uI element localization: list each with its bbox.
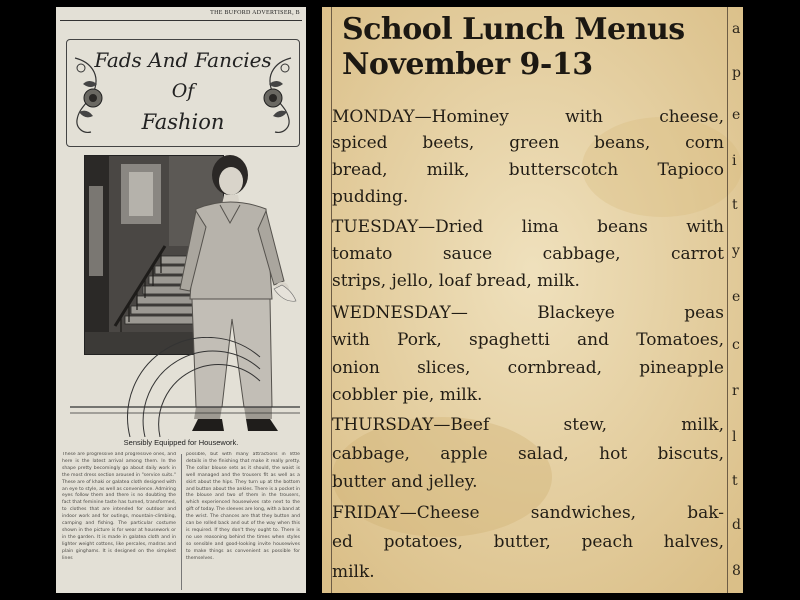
menu-line: butter and jelley. bbox=[332, 472, 478, 492]
menu-line: FRIDAY—Cheese sandwiches, bak- bbox=[332, 503, 724, 523]
menu-line: onion slices, cornbread, pineapple bbox=[332, 358, 724, 378]
edge-letter: e bbox=[732, 289, 741, 305]
decorative-arcs-icon bbox=[70, 337, 300, 437]
menu-line: TUESDAY—Dried lima beans with bbox=[332, 217, 724, 237]
menu-line: milk. bbox=[332, 562, 375, 582]
edge-letter: 8 bbox=[732, 563, 741, 579]
fashion-clipping bbox=[56, 7, 306, 593]
edge-letter: r bbox=[732, 383, 739, 399]
menu-line: cabbage, apple salad, hot biscuts, bbox=[332, 444, 724, 464]
title-line-2: Of bbox=[171, 80, 195, 102]
menu-line: ed potatoes, butter, peach halves, bbox=[332, 532, 724, 552]
edge-letter: t bbox=[732, 473, 738, 489]
lunch-menu-clipping bbox=[322, 7, 743, 593]
edge-letter: p bbox=[732, 65, 741, 81]
edge-letter: e bbox=[732, 107, 741, 123]
menu-line: spiced beets, green beans, corn bbox=[332, 133, 724, 153]
menu-line: cobbler pie, milk. bbox=[332, 385, 483, 405]
edge-letter: c bbox=[732, 337, 740, 353]
article-column-2: possible, but with many attractions in little details in the finishing that make it really pretty. The collar blouse sets as it should, the waist is well managed and the trousers fit as well as a skirt about the hips. They turn up at the bottom and button about the ankles. There is a pocket in the blouse and two of them in the trousers, which experienced housewives rate next to the gift of today. The sleeves are long, with a band at the wrist. The chances are that they button and can be rolled back and out of the way when this is required. If they don't they ought to. There is no use reasoning behind the times when styles so sensible and good-looking invite housewives to make things as convenient as possible for themselves. bbox=[186, 452, 300, 561]
masthead-rule bbox=[60, 20, 302, 21]
menu-line: WEDNESDAY— Blackeye peas bbox=[332, 303, 724, 323]
menu-line: pudding. bbox=[332, 187, 409, 207]
menu-line: tomato sauce cabbage, carrot bbox=[332, 244, 724, 264]
menu-line: with Pork, spaghetti and Tomatoes, bbox=[332, 330, 724, 350]
menu-line: bread, milk, butterscotch Tapioco bbox=[332, 160, 724, 180]
article-column-1: These are progressive and progressive ones, and here is the latest arrival among them. In the shape pretty becomingly go about daily work in the most dress section aroused in "service suits." These are of khaki or galatea cloth designed with an eye to style, as well as convenience. Admiring eyes follow them and there is no doubting the fact that feminine taste has turned, transformed, to clothes that are intended for outdoor and indoor work and for outings, mountain-climbing, camping and fishing. The particular costume shown in the picture is for wear at housework or in the garden. It is made in galatea cloth and in lighter weight cottons, like percales, madras and plain ginghams. It is designed on the simplest lines bbox=[62, 452, 176, 561]
photo-caption: Sensibly Equipped for Housework. bbox=[123, 438, 239, 447]
title-line-1: Fads And Fancies bbox=[94, 48, 272, 72]
fashion-title-box bbox=[66, 39, 300, 147]
fashion-article-body bbox=[62, 452, 300, 592]
edge-letter: y bbox=[732, 243, 740, 259]
title-line-3: Fashion bbox=[141, 110, 225, 134]
menu-line: MONDAY—Hominey with cheese, bbox=[332, 107, 724, 127]
edge-letter: i bbox=[732, 153, 737, 169]
edge-letter: d bbox=[732, 517, 741, 533]
column-divider bbox=[181, 454, 182, 590]
menu-line: strips, jello, loaf bread, milk. bbox=[332, 271, 580, 291]
edge-letter: l bbox=[732, 429, 737, 445]
menu-line: THURSDAY—Beef stew, milk, bbox=[332, 415, 724, 435]
adjacent-column-fragments bbox=[732, 7, 743, 593]
edge-letter: t bbox=[732, 197, 738, 213]
menu-headline-line-2: November 9-13 bbox=[342, 47, 593, 82]
edge-letter: a bbox=[732, 21, 741, 37]
menu-headline-line-1: School Lunch Menus bbox=[342, 12, 685, 47]
newspaper-masthead: THE BUFORD ADVERTISER, B bbox=[210, 10, 300, 16]
column-edge-right bbox=[727, 7, 728, 593]
